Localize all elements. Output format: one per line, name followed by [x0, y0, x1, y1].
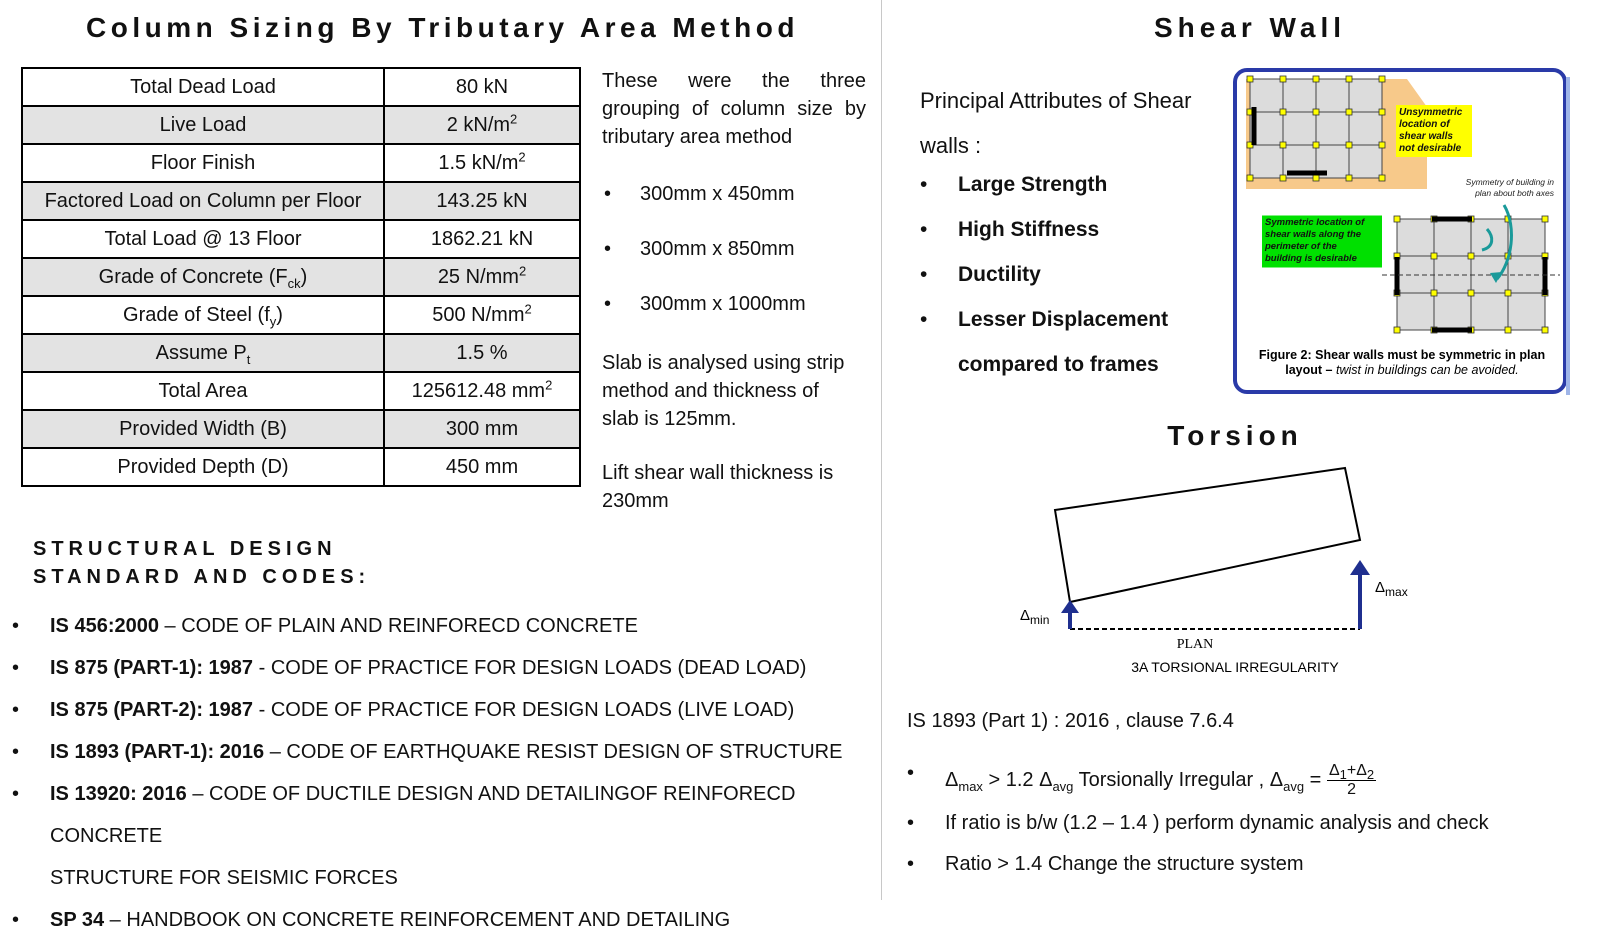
row-label: Assume $P_t$	[22, 334, 384, 372]
delta-min-label: $\Delta_{min}$	[1020, 607, 1050, 627]
code-item: • IS 875 (PART-1): 1987 - CODE OF PRACTICE FOR DESIGN LOADS (DEAD LOAD)	[12, 657, 807, 679]
delta-max-arrowhead-icon	[1350, 560, 1370, 575]
column-node	[1394, 216, 1400, 222]
column-node	[1346, 175, 1352, 181]
sizes-intro-line: These were the three	[602, 70, 866, 92]
figure-shadow	[1566, 77, 1570, 395]
column-node	[1542, 216, 1548, 222]
attribute-item: • Ductility	[920, 263, 1041, 286]
column-node	[1247, 175, 1253, 181]
table-row	[22, 106, 580, 144]
column-node	[1505, 290, 1511, 296]
row-label: Total Dead Load	[22, 68, 384, 106]
is-clause: IS 1893 (Part 1) : 2016 , clause 7.6.4	[907, 710, 1234, 732]
row-value: 450 mm	[384, 448, 580, 486]
unsym-plan-grid	[1247, 76, 1385, 181]
column-size-list	[602, 180, 866, 318]
shear-wall-intro: Principal Attributes of Shear walls :	[920, 88, 1192, 158]
column-node	[1280, 109, 1286, 115]
lift-note: Lift shear wall thickness is 230mm	[602, 462, 834, 512]
column-node	[1280, 76, 1286, 82]
table-row	[22, 334, 580, 372]
codes-section-title: STRUCTURAL DESIGN STANDARD AND CODES:	[33, 538, 371, 588]
code-item: • IS 13920: 2016 – CODE OF DUCTILE DESIGN AND DETAILINGOF REINFORECD CONCRETE STRUCTURE FOR SEISMIC FORCES	[12, 783, 796, 889]
label-line: location of	[1399, 119, 1450, 130]
list-item: • 300mm x 450mm	[604, 183, 795, 205]
column-node	[1431, 253, 1437, 259]
unsym-label	[1396, 105, 1472, 157]
table-row	[22, 410, 580, 448]
figure-caption-line2: layout – twist in buildings can be avoided.	[1285, 363, 1519, 377]
row-value: 125612.48 $mm^2$	[384, 372, 580, 410]
list-item: • 300mm x 1000mm	[604, 293, 806, 315]
row-value: 25 $N/mm^2$	[384, 258, 580, 296]
row-label: Total Load @ 13 Floor	[22, 220, 384, 258]
torsion-diagram	[1010, 460, 1470, 700]
column-node	[1346, 142, 1352, 148]
column-node	[1280, 175, 1286, 181]
row-label: Floor Finish	[22, 144, 384, 182]
column-node	[1542, 327, 1548, 333]
shear-wall-title: Shear Wall	[1153, 12, 1347, 43]
torsion-caption: 3A TORSIONAL IRREGULARITY	[1131, 659, 1339, 675]
row-label: Provided Depth (D)	[22, 448, 384, 486]
plan-label: PLAN	[1176, 637, 1214, 652]
shear-wall-figure	[1232, 67, 1572, 397]
row-label: Live Load	[22, 106, 384, 144]
attribute-item: • Large Strength	[920, 173, 1108, 196]
slab-note: Slab is analysed using strip method and thickness of slab is 125mm.	[602, 352, 845, 430]
sizes-intro	[602, 67, 866, 151]
column-node	[1468, 290, 1474, 296]
codes-list	[12, 605, 882, 941]
label-line: not desirable	[1399, 143, 1462, 154]
column-node	[1431, 290, 1437, 296]
code-item: • IS 875 (PART-2): 1987 - CODE OF PRACTICE FOR DESIGN LOADS (LIVE LOAD)	[12, 699, 795, 721]
ratio-item: • If ratio is b/w (1.2 – 1.4 ) perform dynamic analysis and check	[907, 812, 1489, 834]
figure-caption-line1: Figure 2: Shear walls must be symmetric in plan	[1258, 348, 1546, 362]
column-node	[1280, 142, 1286, 148]
code-item: • IS 456:2000 – CODE OF PLAIN AND REINFORECD CONCRETE	[12, 615, 638, 637]
delta-min-arrowhead-icon	[1061, 600, 1079, 613]
row-value: 1.5 %	[384, 334, 580, 372]
row-value: 2 $kN/m^2$	[384, 106, 580, 144]
column-node	[1313, 109, 1319, 115]
column-node	[1379, 142, 1385, 148]
sym-label	[1262, 216, 1382, 268]
code-item: • SP 34 – HANDBOOK ON CONCRETE REINFORCEMENT AND DETAILING	[12, 909, 731, 931]
table-row	[22, 448, 580, 486]
row-label: Grade of Steel $(f_y)$	[22, 296, 384, 334]
table-row	[22, 372, 580, 410]
list-item: • 300mm x 850mm	[604, 238, 795, 260]
attribute-item-continued: compared to frames	[958, 353, 1159, 376]
column-node	[1394, 327, 1400, 333]
table-row	[22, 296, 580, 334]
column-node	[1505, 327, 1511, 333]
code-item: • IS 1893 (PART-1): 2016 – CODE OF EARTHQUAKE RESIST DESIGN OF STRUCTURE	[12, 741, 843, 763]
table-row	[22, 258, 580, 296]
row-value: 500 $N/mm^2$	[384, 296, 580, 334]
row-value: 1862.21 kN	[384, 220, 580, 258]
column-node	[1247, 76, 1253, 82]
sizes-intro-line: tributary area method	[602, 126, 793, 148]
row-label: Total Area	[22, 372, 384, 410]
row-label: Provided Width (B)	[22, 410, 384, 448]
column-node	[1313, 142, 1319, 148]
rotated-plan-outline	[1055, 468, 1360, 602]
label-line: shear walls	[1399, 131, 1453, 142]
torsion-formula: $\Delta_{max} > 1.2$ $\Delta_{avg}$ Torsionally Irregular , $\Delta_{avg}$ = $\frac{\Delta_1+\Delta_2}{2}$	[945, 762, 1375, 798]
column-node	[1346, 109, 1352, 115]
axes-note-line: plan about both axes	[1475, 188, 1554, 198]
label-line: shear walls along the	[1265, 229, 1362, 240]
row-value: 143.25 kN	[384, 182, 580, 220]
column-node	[1379, 175, 1385, 181]
column-node	[1313, 175, 1319, 181]
ratio-item: • Ratio > 1.4 Change the structure system	[907, 853, 1304, 875]
column-sizing-title: Column Sizing By Tributary Area Method	[86, 12, 799, 43]
row-label: Factored Load on Column per Floor	[22, 182, 384, 220]
attribute-item: • High Stiffness	[920, 218, 1100, 241]
axes-note-line: Symmetry of building in	[1465, 177, 1554, 187]
attribute-item: • Lesser Displacement	[920, 308, 1169, 331]
table-row	[22, 182, 580, 220]
row-value: 300 mm	[384, 410, 580, 448]
row-value: 1.5 $kN/m^2$	[384, 144, 580, 182]
row-value: 80 kN	[384, 68, 580, 106]
column-node	[1468, 253, 1474, 259]
column-node	[1379, 76, 1385, 82]
column-node	[1346, 76, 1352, 82]
sym-plan-grid	[1382, 216, 1560, 333]
delta-max-label: $\Delta_{max}$	[1375, 579, 1408, 599]
row-label: Grade of Concrete $(F_{ck})$	[22, 258, 384, 296]
label-line: Symmetric location of	[1265, 217, 1365, 228]
label-line: Unsymmetric	[1399, 107, 1463, 118]
torsion-title: Torsion	[1167, 420, 1303, 451]
table-row	[22, 144, 580, 182]
sizes-intro-line: grouping of column size by	[602, 98, 866, 120]
label-line: perimeter of the	[1265, 241, 1337, 252]
torsion-formula-item: • $\Delta_{max} > 1.2$ $\Delta_{avg}$ Torsionally Irregular , $\Delta_{avg}$ = $\frac{\Delta_1+\Delta_2}{2}$	[907, 762, 1375, 798]
symmetry-axes-note	[1466, 177, 1555, 198]
table-row	[22, 68, 580, 106]
avg-fraction: $\frac{\Delta_1+\Delta_2}{2}$	[1328, 762, 1375, 798]
label-line: building is desirable	[1265, 253, 1357, 264]
table-row	[22, 220, 580, 258]
column-node	[1379, 109, 1385, 115]
load-table	[21, 67, 581, 487]
column-node	[1313, 76, 1319, 82]
